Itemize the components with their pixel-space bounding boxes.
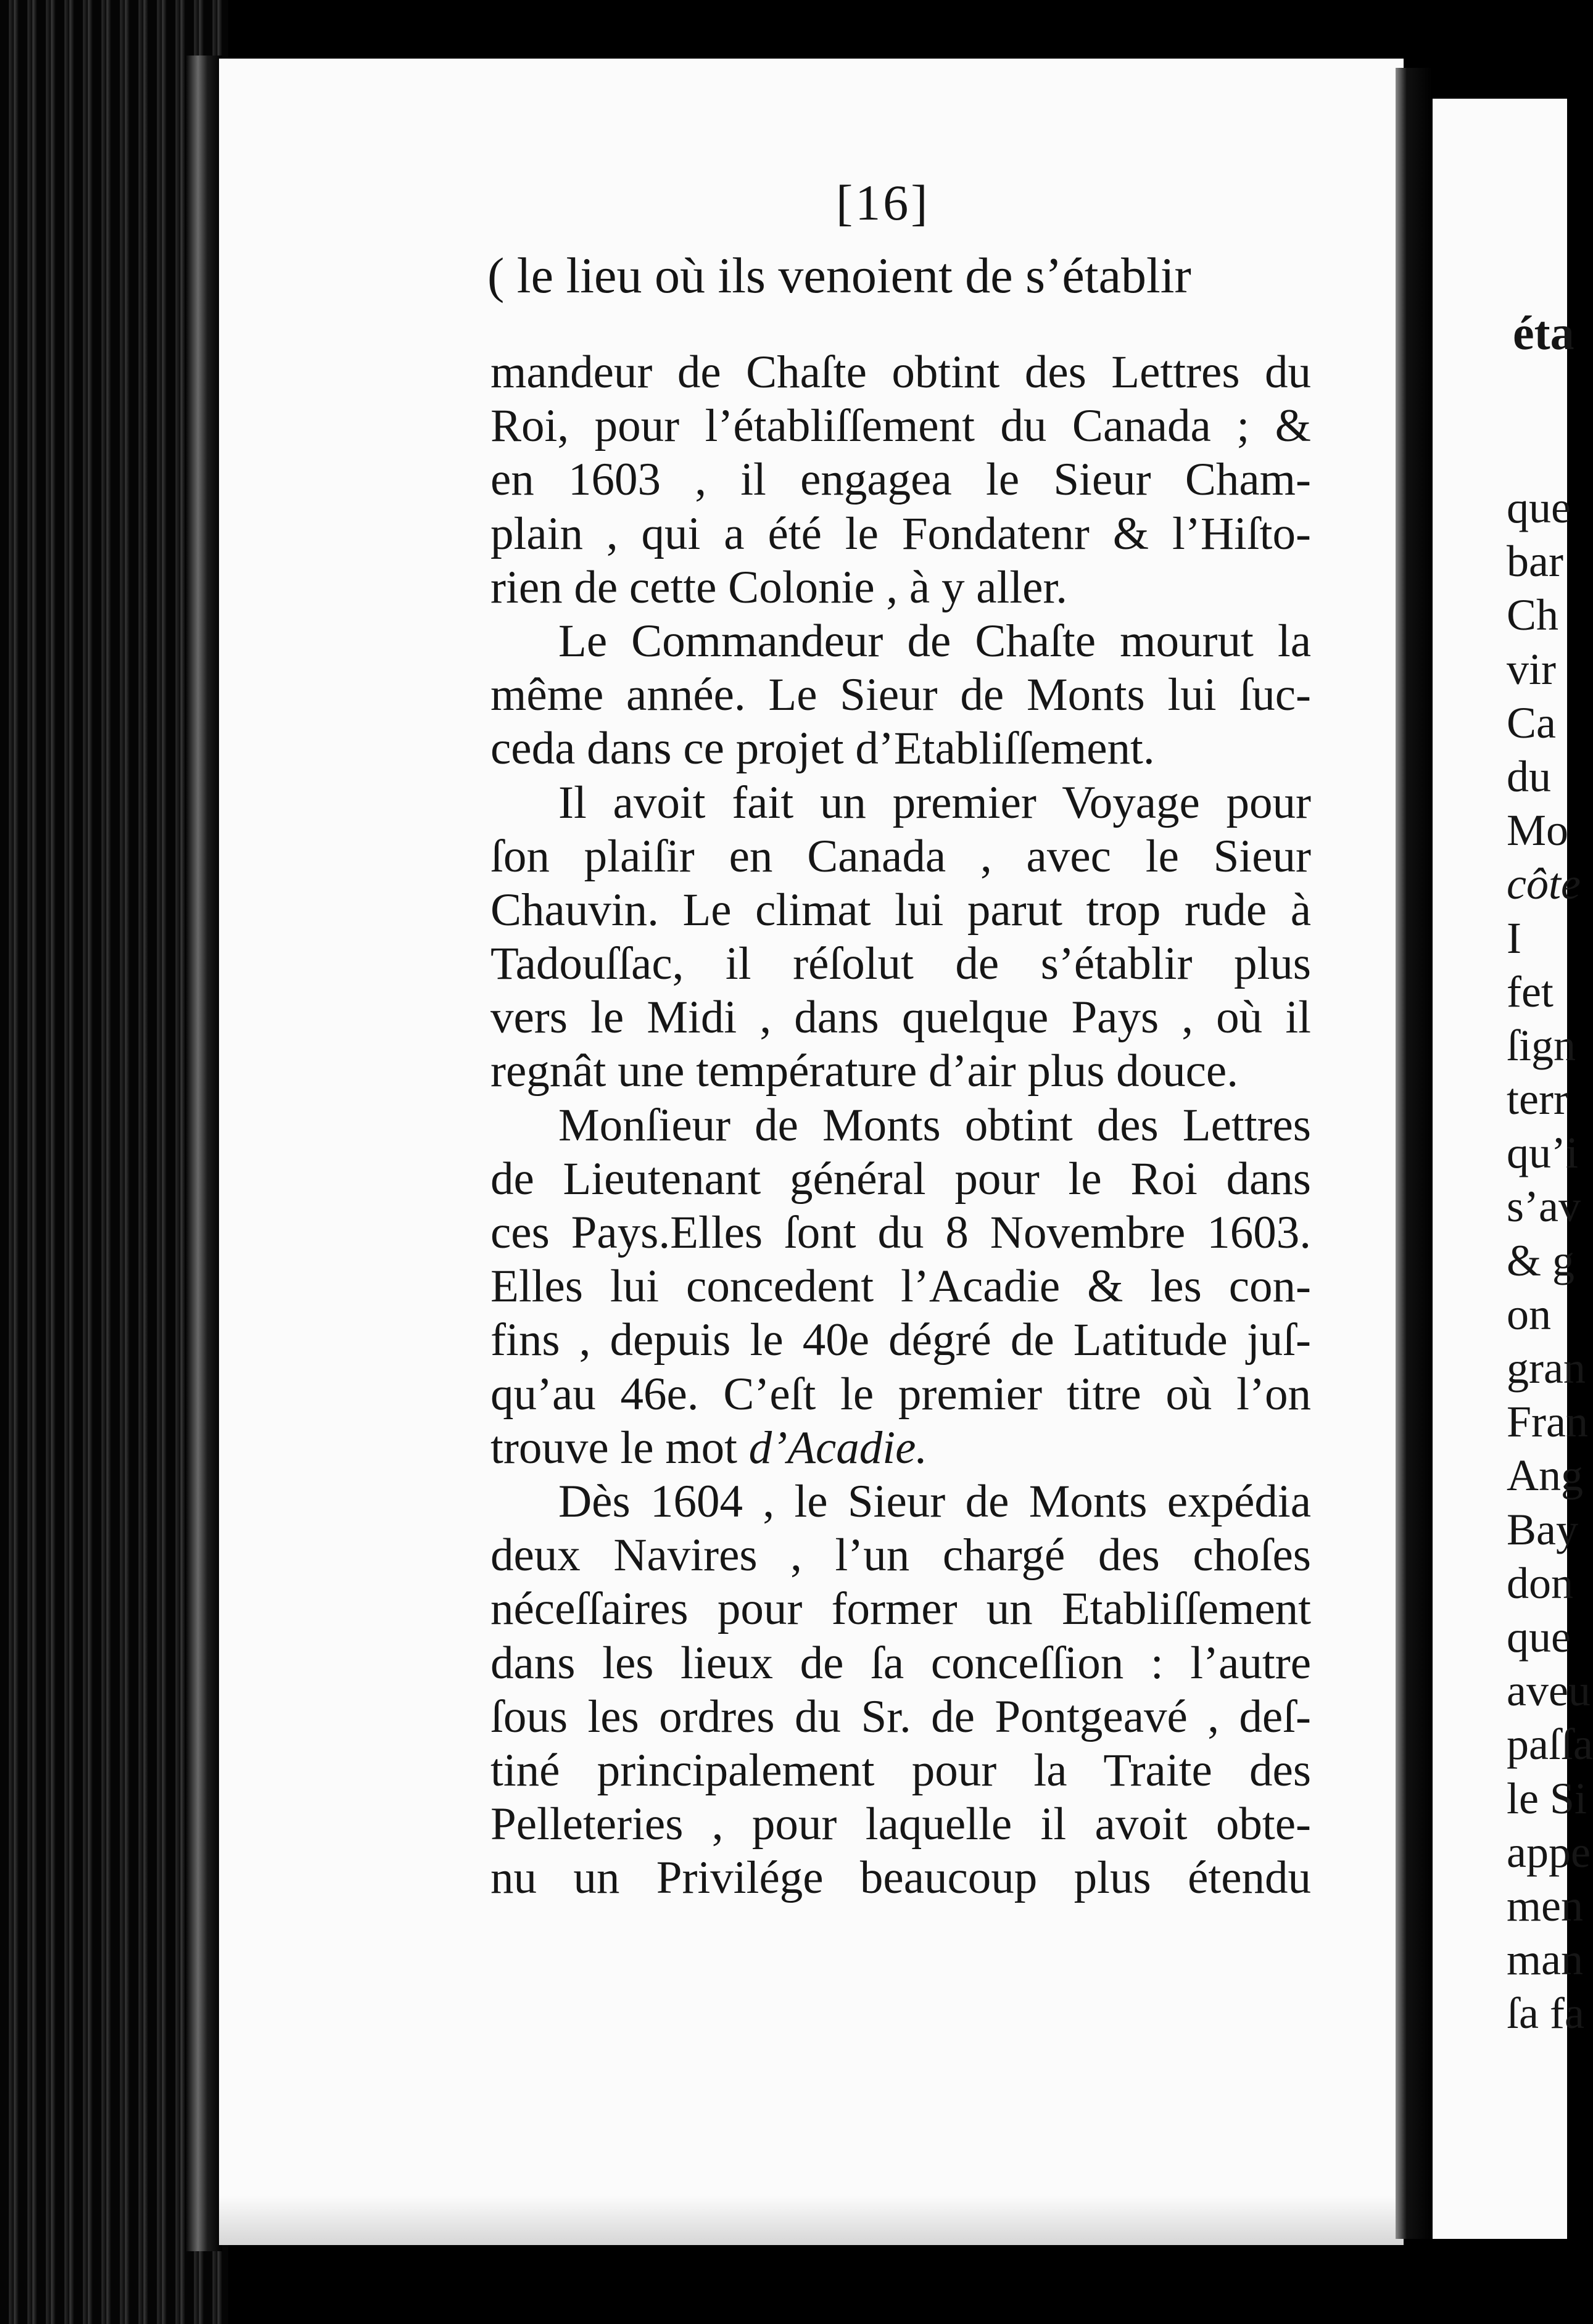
page-divider [1396, 68, 1433, 2239]
facing-line: on [1507, 1289, 1551, 1339]
facing-line: fet [1507, 966, 1554, 1016]
facing-line: I [1507, 913, 1521, 963]
text-line: dans les lieux de ſa conceſſion : l’autre [490, 1637, 1311, 1689]
facing-line: Ch [1507, 590, 1559, 640]
text-line: Le Commandeur de Chaſte mourut la [558, 615, 1311, 667]
text-line: Monſieur de Monts obtint des Lettres [558, 1099, 1311, 1151]
facing-line: Ang [1507, 1451, 1583, 1501]
text-line: ceda dans ce projet d’Etabliſſement. [490, 723, 1155, 775]
text-line: mandeur de Chaſte obtint des Lettres du [490, 347, 1311, 398]
facing-line: bar [1507, 537, 1563, 587]
text-line: même année. Le Sieur de Monts lui ſuc- [490, 669, 1311, 721]
running-catchline: ( le lieu où ils venoient de s’établir [487, 247, 1191, 303]
text-line: Tadouſſac, il réſolut de s’établir plus [490, 938, 1311, 990]
text-line: ſon plaiſir en Canada , avec le Sieur [490, 830, 1311, 882]
page-edge-shadow [185, 56, 222, 2251]
text-line: tiné principalement pour la Traite des [490, 1744, 1311, 1796]
text-line: Pelleteries , pour laquelle il avoit obte- [490, 1799, 1311, 1850]
body-text [490, 345, 1311, 1905]
italic-word-acadie: d’Acadie. [748, 1422, 928, 1473]
facing-line: appe [1507, 1827, 1591, 1877]
facing-line: Fran [1507, 1397, 1588, 1447]
text-line: ſous les ordres du Sr. de Pontgeavé , deſ- [490, 1691, 1311, 1742]
text-line: Il avoit fait un premier Voyage pour [558, 777, 1311, 828]
facing-line: Bay [1507, 1504, 1578, 1554]
page-bottom-shadow [219, 2196, 1404, 2245]
text-line: rien de cette Colonie , à y aller. [490, 561, 1068, 613]
facing-page [1433, 99, 1593, 2239]
text-line: fins , depuis le 40e dégré de Latitude juſ- [490, 1314, 1311, 1366]
text-line: en 1603 , il engagea le Sieur Cham- [490, 454, 1311, 506]
page-number: [16] [836, 175, 930, 231]
facing-line: terr [1507, 1074, 1568, 1124]
text-line: qu’au 46e. C’eſt le premier titre où l’on [490, 1368, 1311, 1420]
text-line: vers le Midi , dans quelque Pays , où il [490, 992, 1311, 1044]
facing-line: gran [1507, 1343, 1586, 1393]
facing-line: que [1507, 483, 1571, 532]
facing-line: aveu [1507, 1666, 1591, 1716]
facing-line: qu’i [1507, 1128, 1578, 1178]
text-line-start: trouve le mot [490, 1422, 737, 1473]
text-line [490, 1421, 1311, 1475]
facing-line: s’av [1507, 1182, 1581, 1232]
facing-line: man [1507, 1935, 1583, 1985]
facing-line: paſſa [1507, 1720, 1593, 1770]
text-line: de Lieutenant général pour le Roi dans [490, 1153, 1311, 1205]
text-line: Roi, pour l’établiſſement du Canada ; & [490, 400, 1311, 452]
facing-line: men [1507, 1881, 1583, 1930]
text-line: regnât une température d’air plus douce. [490, 1045, 1238, 1097]
facing-line: que [1507, 1612, 1571, 1662]
facing-line: don [1507, 1558, 1573, 1608]
text-line: deux Navires , l’un chargé des choſes [490, 1530, 1311, 1581]
facing-line: & g [1507, 1235, 1575, 1285]
text-line: néceſſaires pour former un Etabliſſement [490, 1583, 1311, 1635]
facing-line: côte [1507, 859, 1581, 909]
facing-line: Mo [1507, 806, 1569, 855]
text-line: Elles lui concedent l’Acadie & les con- [490, 1261, 1311, 1312]
facing-page-header: éta [1513, 306, 1574, 360]
facing-line: ſa fa [1507, 1988, 1584, 2038]
text-line: nu un Privilége beaucoup plus étendu [490, 1852, 1311, 1904]
facing-line: du [1507, 751, 1551, 801]
facing-line: ſign [1507, 1020, 1576, 1070]
text-line: Dès 1604 , le Sieur de Monts expédia [558, 1475, 1311, 1527]
facing-line: Ca [1507, 698, 1556, 748]
text-line: Chauvin. Le climat lui parut trop rude à [490, 884, 1311, 936]
text-line: ces Pays.Elles ſont du 8 Novembre 1603. [490, 1207, 1311, 1258]
text-line: plain , qui a été le Fondatenr & l’Hiſto- [490, 508, 1311, 559]
facing-line: le Si [1507, 1773, 1587, 1823]
facing-page-text [1433, 481, 1593, 2040]
facing-line: vir [1507, 644, 1556, 694]
